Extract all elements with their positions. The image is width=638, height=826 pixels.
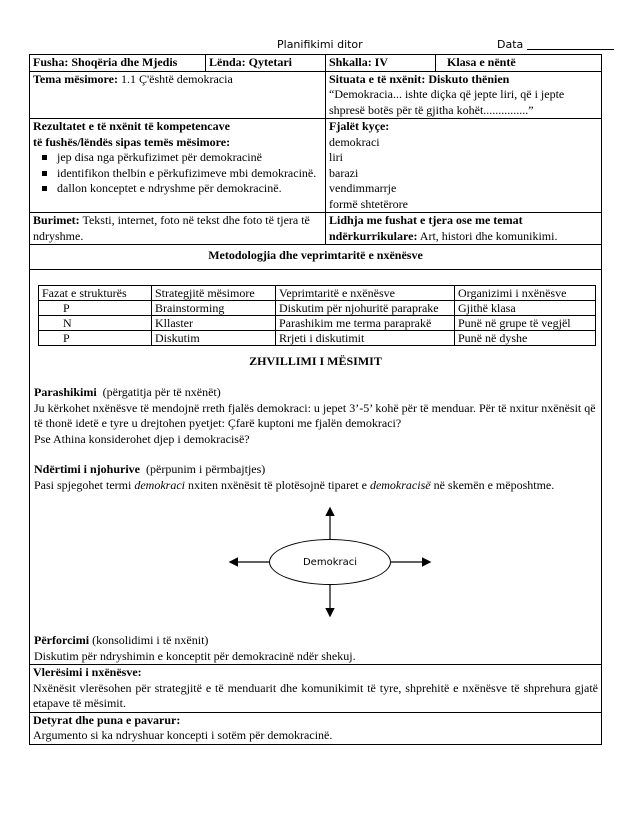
- tema-label: Tema mësimore:: [33, 71, 118, 86]
- row-burimet: [30, 213, 602, 245]
- table-cell: P: [39, 330, 152, 345]
- keyword: demokraci: [329, 134, 380, 149]
- page-header: [0, 38, 638, 54]
- row-vleresimi: [30, 665, 602, 713]
- fjalet-label: Fjalët kyçe:: [329, 119, 390, 133]
- concept-diagram: [34, 493, 597, 633]
- table-row: [39, 315, 596, 330]
- ndertimi-text: Pasi spjegohet termi: [34, 477, 135, 492]
- vleresimi-cell: [30, 665, 602, 713]
- faza-header: Strategjitë mësimore: [152, 285, 276, 300]
- table-cell: Punë në dyshe: [455, 330, 596, 345]
- table-cell: N: [39, 315, 152, 330]
- klasa: Klasa e nëntë: [447, 55, 516, 69]
- zhvillimi-title: ZHVILLIMI I MËSIMIT: [249, 353, 382, 368]
- parashikimi-label: Parashikimi: [34, 385, 97, 399]
- fjalet-cell: [326, 119, 602, 213]
- parashikimi-sub: (përgatitja për të nxënët): [102, 385, 221, 399]
- perforcimi-section: [34, 633, 597, 664]
- table-cell: Brainstorming: [152, 300, 276, 315]
- detyrat-text: Argumento si ka ndryshuar koncepti i sotëm për demokracinë.: [33, 728, 333, 742]
- ndertimi-text: në skemën e mëposhtme.: [430, 477, 555, 492]
- row-subject: [30, 55, 602, 72]
- row-detyrat: [30, 712, 602, 744]
- perforcimi-text: Diskutim për ndryshimin e konceptit për demokracinë ndër shekuj.: [34, 648, 356, 663]
- diagram-center-node: Demokraci: [269, 539, 391, 585]
- ndertimi-section: [34, 462, 597, 493]
- faza-header: Fazat e strukturës: [39, 285, 152, 300]
- situata-cell: [326, 71, 602, 119]
- body-cell: [30, 269, 602, 665]
- detyrat-label: Detyrat dhe puna e pavarur:: [33, 712, 181, 727]
- burimet-value: Teksti, internet, foto në tekst dhe foto të tjera të ndryshme.: [33, 213, 310, 243]
- lidhja-value: Art, histori dhe komunikimi.: [419, 228, 558, 243]
- table-cell: Rrjeti i diskutimit: [276, 330, 455, 345]
- klasa-cell: [436, 55, 602, 72]
- perforcimi-sub: (konsolidimi i të nxënit): [92, 633, 209, 647]
- parashikimi-text: Ju kërkohet nxënësve të mendojnë rreth fjalës demokraci: u jepet 3’-5’ kohë për të menduar. Për të nxitur nxënësit që të thonë idetë e tyre u drejtohen pyetjet: Çfarë kuptoni me fjalën demokraci?: [34, 400, 596, 430]
- rezultatet-heading: Rezultatet e të nxënit të kompetencave: [33, 119, 230, 133]
- list-item: identifikon thelbin e përkufizimeve mbi demokracinë.: [47, 166, 322, 182]
- rezultatet-heading-2: të fushës/lëndës sipas temës mësimore:: [33, 134, 231, 149]
- metodologjia-title: Metodologjia dhe veprimtaritë e nxënësve: [208, 248, 423, 262]
- lenda: Lënda: Qytetari: [209, 55, 292, 69]
- lidhja-cell: [326, 213, 602, 245]
- list-item: jep disa nga përkufizimet për demokracinë: [47, 150, 322, 166]
- date-line: [527, 49, 614, 50]
- table-cell: Diskutim për njohuritë paraprake: [276, 300, 455, 315]
- ndertimi-term: demokraci: [134, 477, 185, 492]
- faza-table: [38, 285, 596, 346]
- zhvillimi-heading: [34, 354, 597, 370]
- keyword: formë shtetërore: [329, 196, 408, 211]
- parashikimi-question: Pse Athina konsiderohet djep i demokracisë?: [34, 431, 250, 446]
- burimet-label: Burimet:: [33, 213, 80, 227]
- situata-label: Situata e të nxënit: Diskuto thënien: [329, 71, 510, 86]
- burimet-cell: [30, 213, 326, 245]
- row-rezultatet: [30, 119, 602, 213]
- lesson-plan-table: [29, 54, 602, 745]
- header-title: Planifikimi ditor: [277, 38, 363, 51]
- row-body: [30, 269, 602, 665]
- ndertimi-sub: (përpunim i përmbajtjes): [146, 462, 266, 476]
- ndertimi-term: demokracisë: [369, 477, 431, 492]
- ndertimi-text: nxiten nxënësit të plotësojnë tiparet e: [184, 477, 370, 492]
- lidhja-label: Lidhja me fushat e tjera ose me temat ndërkurrikulare:: [329, 213, 523, 243]
- table-cell: Gjithë klasa: [455, 300, 596, 315]
- vleresimi-label: Vlerësimi i nxënësve:: [33, 665, 142, 679]
- list-item: dallon konceptet e ndryshme për demokracinë.: [47, 181, 322, 197]
- keyword: barazi: [329, 165, 359, 180]
- row-tema: [30, 71, 602, 119]
- table-row: [39, 300, 596, 315]
- parashikimi-section: [34, 385, 597, 447]
- metodologjia-cell: [30, 245, 602, 270]
- tema-cell: [30, 71, 326, 119]
- table-cell: P: [39, 300, 152, 315]
- faza-header: Organizimi i nxënësve: [455, 285, 596, 300]
- row-metodologjia: [30, 245, 602, 270]
- shkalla: Shkalla: IV: [329, 55, 389, 69]
- table-row: [39, 330, 596, 345]
- lenda-cell: [206, 55, 326, 72]
- table-cell: Punë në grupe të vegjël: [455, 315, 596, 330]
- perforcimi-label: Përforcimi: [34, 633, 90, 647]
- faza-header: Veprimtaritë e nxënësve: [276, 285, 455, 300]
- shkalla-cell: [326, 55, 436, 72]
- fusha: Fusha: Shoqëria dhe Mjedis: [33, 55, 178, 69]
- detyrat-cell: [30, 712, 602, 744]
- keyword: liri: [329, 150, 343, 164]
- faza-header-row: [39, 285, 596, 300]
- vleresimi-text: Nxënësit vlerësohen për strategjitë e të menduarit dhe komunikimit të tyre, shprehitë e nxënësve të shprehura gjatë etapave të mësimit.: [33, 680, 598, 710]
- situata-quote: “Demokracia... ishte diçka që jepte liri, që i jepte shpresë botës për të gjitha kohët...............”: [329, 87, 565, 117]
- table-cell: Kllaster: [152, 315, 276, 330]
- table-cell: Parashikim me terma paraprakë: [276, 315, 455, 330]
- tema-value: 1.1 Ç'është demokracia: [120, 71, 233, 86]
- rezultatet-list: [33, 150, 322, 197]
- keyword: vendimmarrje: [329, 181, 397, 195]
- ndertimi-label: Ndërtimi i njohurive: [34, 462, 140, 476]
- fusha-cell: [30, 55, 206, 72]
- date-label: Data: [497, 38, 524, 51]
- rezultatet-cell: [30, 119, 326, 213]
- table-cell: Diskutim: [152, 330, 276, 345]
